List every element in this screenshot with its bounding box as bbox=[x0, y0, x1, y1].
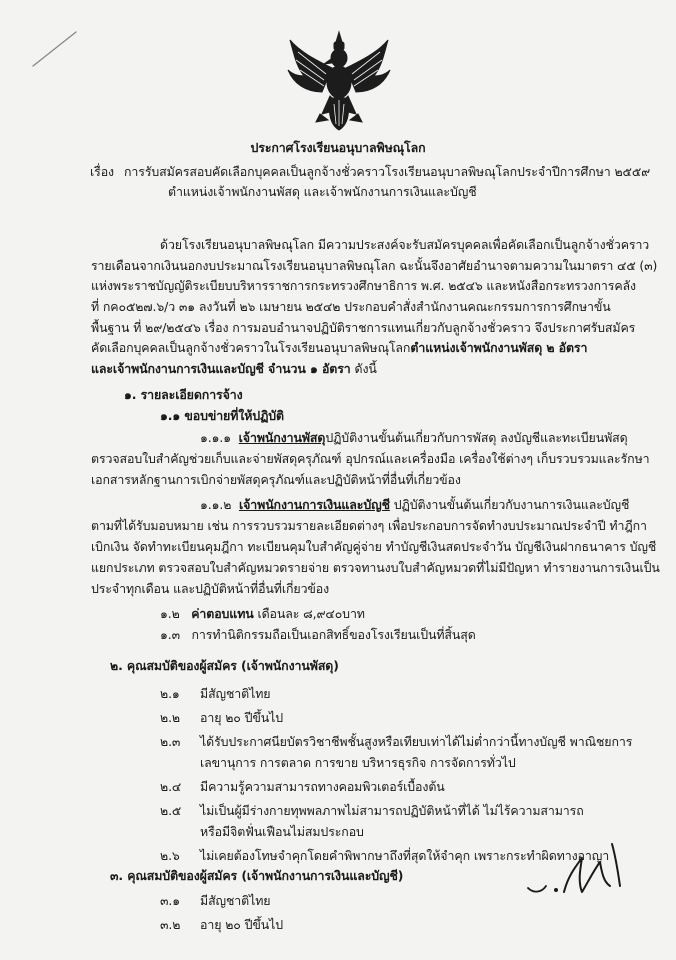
list-item-number: ๒.๕ bbox=[160, 803, 182, 818]
list-item-number: ๒.๖ bbox=[160, 848, 180, 863]
subject-label: เรื่อง bbox=[90, 164, 114, 179]
intro-line: ด้วยโรงเรียนอนุบาลพิษณุโลก มีความประสงค์จะรับสมัครบุคคลเพื่อคัดเลือกเป็นลูกจ้างชั่วคราว bbox=[160, 237, 650, 252]
list-item-number: ๒.๔ bbox=[160, 779, 182, 794]
section-1-3: ๑.๓ การทำนิติกรรมถือเป็นเอกสิทธิ์ของโรงเรียนเป็นที่สิ้นสุด bbox=[160, 627, 476, 642]
list-item-number: ๒.๑ bbox=[160, 686, 180, 701]
list-item-text: ได้รับประกาศนียบัตรวิชาชีพชั้นสูงหรือเทียบเท่าได้ไม่ต่ำกว่านี้ทางบัญชี พาณิชยการ bbox=[200, 734, 633, 749]
section-1-2: ๑.๒ ค่าตอบแทน เดือนละ ๘,๙๔๐บาท bbox=[160, 606, 365, 621]
intro-line: รายเดือนจากเงินนอกงบประมาณโรงเรียนอนุบาลพิษณุโลก ฉะนั้นจึงอาศัยอำนาจตามความในมาตรา ๔๕ (๓) bbox=[91, 258, 658, 273]
list-item-text: เลขานุการ การตลาด การขาย บริหารธุรกิจ การจัดการทั่วไป bbox=[200, 755, 516, 770]
section-1-1-2-line: ประจำทุกเดือน และปฏิบัติหน้าที่อื่นที่เกี่ยวข้อง bbox=[91, 581, 330, 596]
section-1-1-2-line: แยกประเภท ตรวจสอบใบสำคัญหมวดรายจ่าย ตรวจทานงบใบสำคัญหมวดที่ไม่มีปัญหา ทำรายงานการเงินเป็น bbox=[91, 560, 660, 575]
section-1-1-2-line: ตามที่ได้รับมอบหมาย เช่น การรวบรวมรายละเอียดต่างๆ เพื่อประกอบการจัดทำงบประมาณประจำปี ทำฎีกา bbox=[91, 518, 647, 533]
section-3-heading: ๓. คุณสมบัติของผู้สมัคร (เจ้าพนักงานการเงินและบัญชี) bbox=[110, 868, 404, 883]
intro-line: แห่งพระราชบัญญัติระเบียบบริหารราชการกระทรวงศึกษาธิการ พ.ศ. ๒๕๔๖ และหนังสือกระทรวงการคลัง bbox=[91, 278, 636, 293]
list-item-text: หรือมีจิตฟั่นเฟือนไม่สมประกอบ bbox=[200, 824, 364, 839]
section-1-1-heading: ๑.๑ ขอบข่ายที่ให้ปฏิบัติ bbox=[160, 408, 284, 423]
list-item-text: มีความรู้ความสามารถทางคอมพิวเตอร์เบื้องต้น bbox=[200, 779, 445, 794]
intro-line: พื้นฐาน ที่ ๒๙/๒๕๔๖ เรื่อง การมอบอำนาจปฏิบัติราชการแทนเกี่ยวกับลูกจ้างชั่วคราว จึงประกาศรับสมัคร bbox=[91, 320, 636, 335]
document-title: ประกาศโรงเรียนอนุบาลพิษณุโลก bbox=[250, 140, 426, 155]
list-item-text: ไม่เคยต้องโทษจำคุกโดยคำพิพากษาถึงที่สุดให้จำคุก เพราะกระทำผิดทางอาญา bbox=[200, 848, 610, 863]
section-2-heading: ๒. คุณสมบัติของผู้สมัคร (เจ้าพนักงานพัสดุ) bbox=[110, 658, 339, 673]
list-item-number: ๒.๒ bbox=[160, 710, 180, 725]
intro-line: ที่ กค๐๕๒๗.๖/ว ๓๑ ลงวันที่ ๒๖ เมษายน ๒๕๔๒ ประกอบคำสั่งสำนักงานคณะกรรมการการศึกษาขั้น bbox=[91, 299, 611, 314]
section-1-1-1: ๑.๑.๑ เจ้าพนักงานพัสดุปฏิบัติงานขั้นต้นเกี่ยวกับการพัสดุ ลงบัญชีและทะเบียนพัสดุ bbox=[200, 430, 628, 445]
signature-mark bbox=[520, 836, 640, 906]
section-1-heading: ๑. รายละเอียดการจ้าง bbox=[124, 387, 243, 402]
subject-line-1: การรับสมัครสอบคัดเลือกบุคคลเป็นลูกจ้างชั่วคราวโรงเรียนอนุบาลพิษณุโลกประจำปีการศึกษา ๒๕๕๙ bbox=[124, 164, 651, 179]
garuda-emblem-icon bbox=[286, 30, 392, 134]
section-1-1-1-line: ตรวจสอบใบสำคัญช่วยเก็บและจ่ายพัสดุครุภัณฑ์ อุปกรณ์และเครื่องมือ เครื่องใช้ต่างๆ เก็บรวบรวมและรักษา bbox=[91, 451, 650, 466]
list-item-text: อายุ ๒๐ ปีขึ้นไป bbox=[200, 710, 283, 725]
list-item-text: อายุ ๒๐ ปีขึ้นไป bbox=[200, 917, 283, 932]
list-item-number: ๓.๒ bbox=[160, 917, 181, 932]
section-1-1-2: ๑.๑.๒ เจ้าพนักงานการเงินและบัญชี ปฏิบัติงานขั้นต้นเกี่ยวกับงานการเงินและบัญชี bbox=[200, 497, 630, 512]
list-item-text: มีสัญชาติไทย bbox=[200, 893, 271, 908]
intro-line: และเจ้าพนักงานการเงินและบัญชี จำนวน ๑ อัตรา ดังนี้ bbox=[91, 361, 377, 376]
section-1-1-1-line: เอกสารหลักฐานการเบิกจ่ายพัสดุครุภัณฑ์และปฏิบัติหน้าที่อื่นที่เกี่ยวข้อง bbox=[91, 472, 461, 487]
list-item-number: ๒.๓ bbox=[160, 734, 181, 749]
list-item-number: ๓.๑ bbox=[160, 893, 180, 908]
section-1-1-2-line: เบิกเงิน จัดทำทะเบียนคุมฎีกา ทะเบียนคุมใบสำคัญคู่จ่าย ทำบัญชีเงินสดประจำวัน บัญชีเงินฝากธนาคาร บัญชี bbox=[91, 539, 657, 554]
pen-mark-icon bbox=[30, 28, 80, 70]
list-item-text: มีสัญชาติไทย bbox=[200, 686, 271, 701]
list-item-text: ไม่เป็นผู้มีร่างกายทุพพลภาพไม่สามารถปฏิบัติหน้าที่ได้ ไม่ไร้ความสามารถ bbox=[200, 803, 584, 818]
intro-line: คัดเลือกบุคคลเป็นลูกจ้างชั่วคราวในโรงเรียนอนุบาลพิษณุโลกตำแหน่งเจ้าพนักงานพัสดุ ๒ อัตรา bbox=[91, 340, 588, 355]
subject-line-2: ตำแหน่งเจ้าพนักงานพัสดุ และเจ้าพนักงานการเงินและบัญชี bbox=[168, 184, 477, 199]
